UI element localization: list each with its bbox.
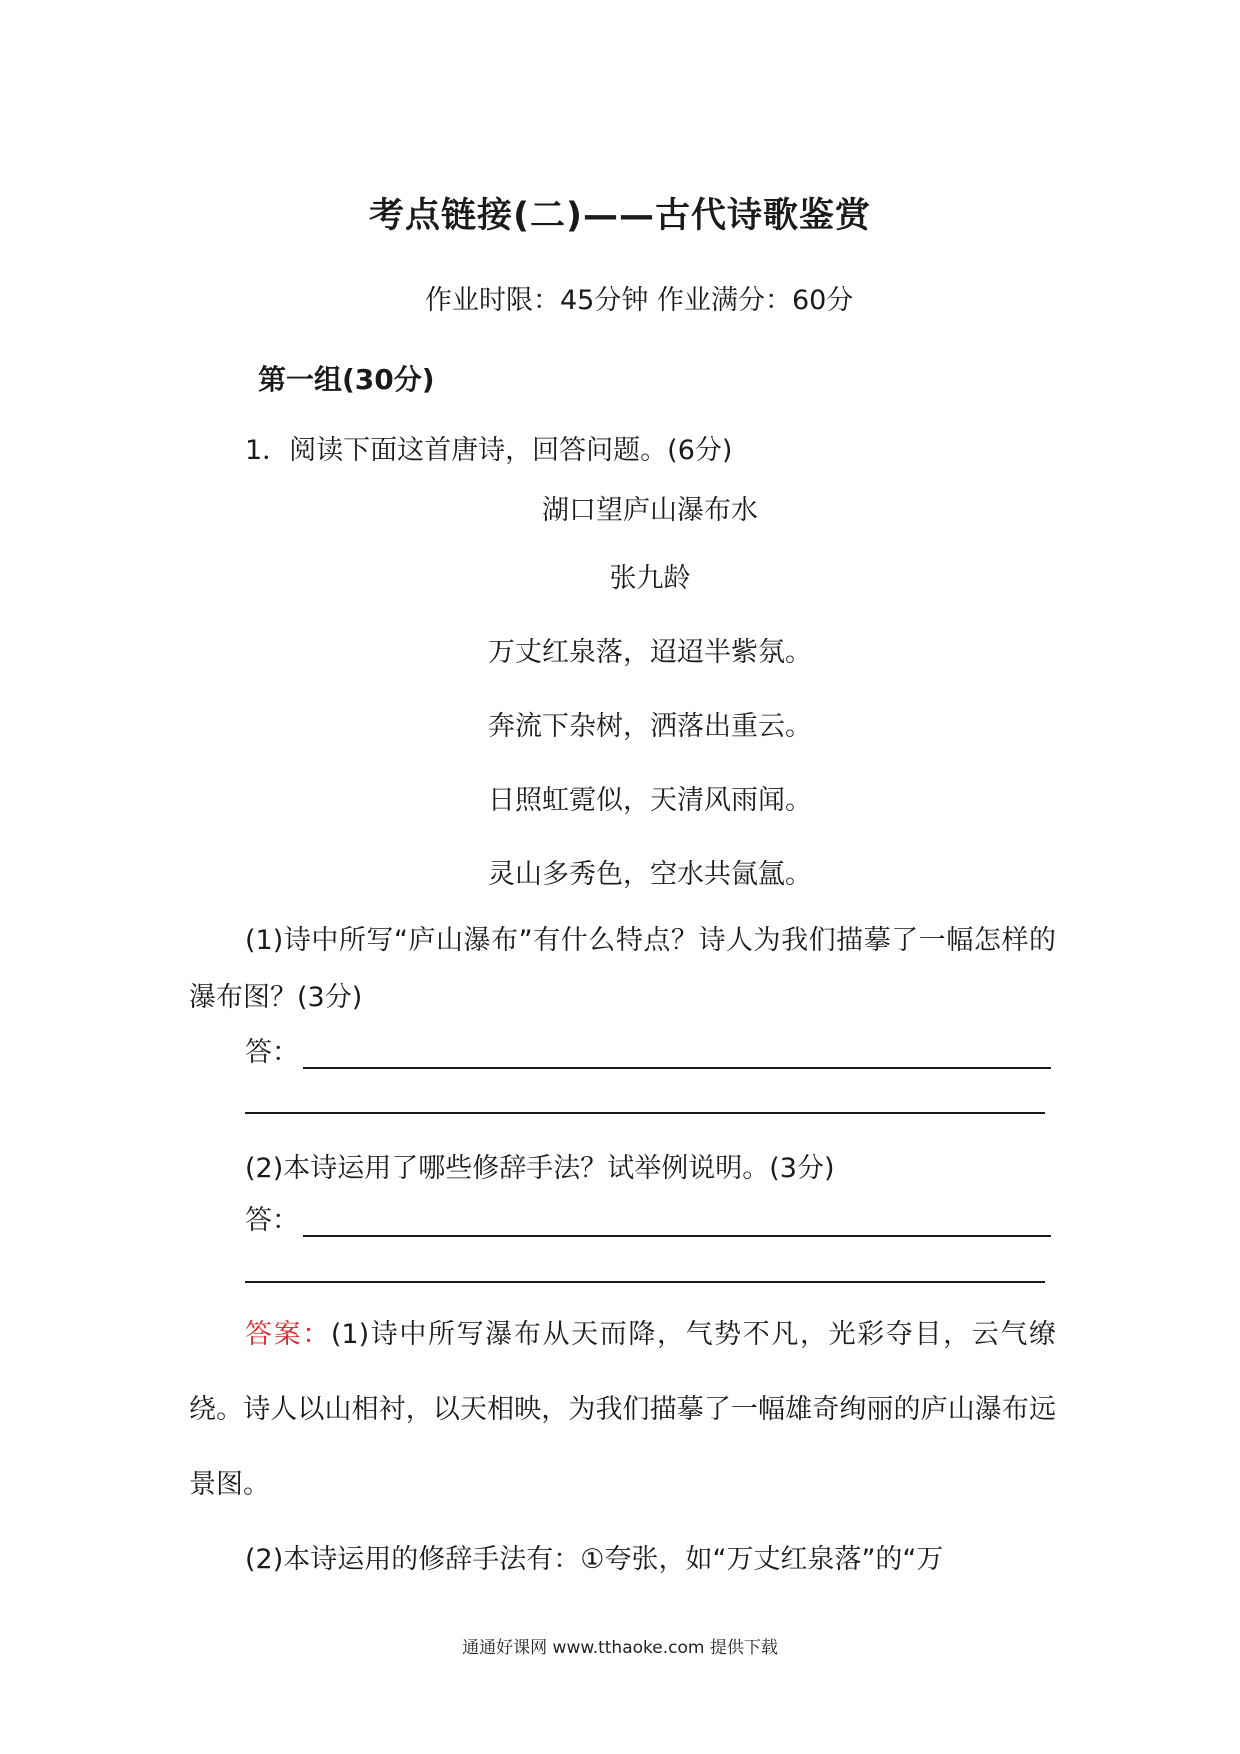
poem-line-2: 奔流下杂树，洒落出重云。 [488,711,812,742]
answer-blank[interactable] [303,1209,1051,1237]
answer-blank[interactable] [303,1041,1051,1069]
poem-line-3: 日照虹霓似，天清风雨闻。 [488,785,812,816]
sub-question-1: (1)诗中所写“庐山瀑布”有什么特点？诗人为我们描摹了一幅怎样的瀑布图？(3分) [189,925,1056,1013]
question-1-intro: 1．阅读下面这首唐诗，回答问题。(6分) [245,435,733,466]
footer-credit: 通通好课网 www.tthaoke.com 提供下载 [462,1638,778,1658]
answer-label: 答案： [245,1319,331,1350]
answer-line-1[interactable] [245,1030,1051,1069]
poem-title: 湖口望庐山瀑布水 [542,495,758,526]
answer-blank-line[interactable] [245,1281,1045,1283]
answer-text-1: (1)诗中所写瀑布从天而降，气势不凡，光彩夺目，云气缭绕。诗人以山相衬，以天相映，为我们描摹了一幅雄奇绚丽的庐山瀑布远景图。 [189,1319,1057,1500]
page-title: 考点链接(二)——古代诗歌鉴赏 [369,196,871,236]
sub-question-2: (2)本诗运用了哪些修辞手法？试举例说明。(3分) [245,1153,835,1184]
poem-author: 张九龄 [609,563,691,594]
answer-part-1 [189,1297,1056,1522]
answer-blank-line[interactable] [245,1112,1045,1114]
poem-line-4: 灵山多秀色，空水共氤氲。 [488,859,812,890]
poem-line-1: 万丈红泉落，迢迢半紫氛。 [488,637,812,668]
answer-part-2: (2)本诗运用的修辞手法有：①夸张，如“万丈红泉落”的“万 [245,1544,944,1575]
section-heading: 第一组(30分) [258,363,435,396]
answer-prompt: 答： [245,1037,299,1068]
homework-info: 作业时限：45分钟 作业满分：60分 [425,285,854,316]
answer-prompt: 答： [245,1205,299,1236]
answer-line-2[interactable] [245,1198,1051,1237]
